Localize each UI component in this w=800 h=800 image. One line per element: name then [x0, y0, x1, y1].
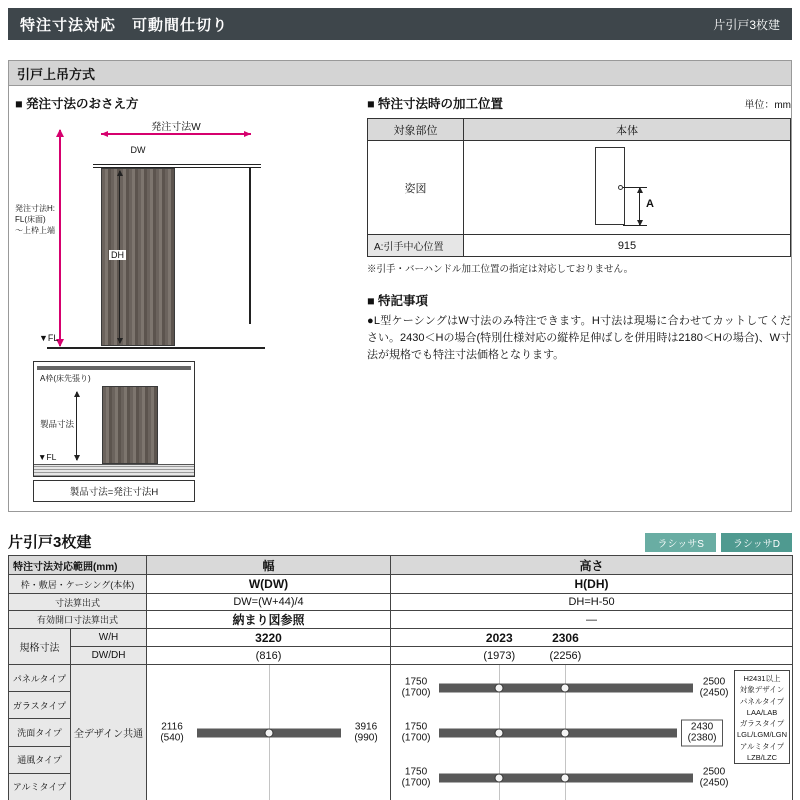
standard-size-dot — [264, 728, 273, 737]
dwdh-label: DW/DH — [71, 647, 147, 665]
section-content — [9, 86, 791, 511]
height-range-row — [391, 665, 792, 710]
order-dimension-diagram — [15, 118, 355, 351]
hanging-method-section — [8, 60, 792, 512]
spec-title: 片引戸3枚建 — [8, 534, 92, 551]
a-dim-label: A — [646, 197, 654, 210]
figure-cell — [464, 141, 791, 235]
opening-width: 納まり図参照 — [147, 611, 391, 629]
dw-label: DW — [130, 145, 146, 155]
formula-width: DW=(W+44)/4 — [147, 594, 391, 611]
dh-label: DH — [111, 250, 124, 260]
page-title: 特注寸法対応 可動間仕切り — [20, 16, 229, 34]
wh-label: W/H — [71, 629, 147, 647]
door-figure — [557, 145, 697, 231]
dwdh-height-1: (1973) — [483, 649, 516, 662]
height-min-label: 1750 (1700) — [401, 766, 431, 789]
product-dim-arrow — [76, 392, 77, 460]
wh-width-value: 3220 — [147, 629, 391, 647]
unit-label: 単位：mm — [744, 100, 791, 111]
dim-h-label: 発注寸法H: FL(床面) ～上枠上端 — [15, 204, 55, 235]
dim-tick — [623, 225, 647, 226]
standard-size-dot — [495, 728, 504, 737]
product-dimension-box — [33, 361, 195, 477]
handle-center-value: 915 — [464, 235, 791, 257]
design-type-cell: アルミタイプ — [9, 773, 71, 800]
col-header-body: 本体 — [464, 119, 791, 141]
a-dim-arrow — [639, 188, 640, 225]
h2431-design-note: H2431以上 対象デザイン パネルタイプ LAA/LAB ガラスタイプ LGL/LGM/LGN アルミタイプ LZB/LZC — [734, 670, 790, 764]
height-range-cell — [391, 665, 793, 800]
opening-row-label: 有効開口寸法算出式 — [9, 611, 147, 629]
design-type-cell: パネルタイプ — [9, 665, 71, 692]
product-dimension-caption: 製品寸法=発注寸法H — [33, 480, 195, 502]
height-range-row — [391, 710, 792, 755]
machining-note: ※引手・バーハンドル加工位置の指定は対応しておりません。 — [367, 264, 634, 275]
height-max-label: 2500 (2450) — [699, 676, 729, 699]
width-min-label: 2116 (540) — [160, 721, 184, 744]
dwdh-height-values — [391, 647, 793, 665]
standard-size-dot — [561, 773, 570, 782]
standard-size-dot — [495, 683, 504, 692]
dwdh-height-2: (2256) — [549, 649, 582, 662]
standard-size-dot — [561, 728, 570, 737]
handle-center-label: A:引手中心位置 — [368, 235, 464, 257]
frame-row-height: H(DH) — [391, 575, 793, 594]
section-title: 引戸上吊方式 — [9, 61, 791, 86]
width-range-diagram — [147, 665, 390, 800]
dim-tick — [623, 187, 647, 188]
wh-height-1: 2023 — [485, 630, 513, 645]
machining-column — [367, 94, 791, 364]
page-header — [8, 8, 792, 40]
a-frame-label: A枠(床先張り) — [40, 374, 91, 383]
door-panel — [102, 386, 158, 464]
figure-row-label: 姿図 — [368, 141, 464, 235]
badge-lasissa-d: ラシッサD — [721, 533, 792, 552]
height-range-bar — [439, 728, 677, 737]
height-range-diagram — [391, 665, 792, 800]
width-range-cell — [147, 665, 391, 800]
standard-size-label: 規格寸法 — [9, 629, 71, 665]
floor-level-label: ▼FL — [38, 452, 57, 462]
floor-line — [47, 347, 265, 349]
height-max-label: 2430 (2380) — [681, 719, 723, 746]
dim-h-arrow — [59, 130, 61, 346]
machining-table — [367, 118, 791, 257]
wh-height-2: 2306 — [552, 630, 579, 645]
design-type-cell: 洗面タイプ — [9, 719, 71, 746]
remarks-text: ●L型ケーシングはW寸法のみ特注できます。H寸法は現場に合わせてカットしてください。2430＜Hの場合(特別仕様対応の縦枠足伸ばしを併用時は2180＜Hの場合)、W寸法が規格でも特注寸法価格となります。 — [367, 315, 791, 362]
order-dimension-column — [15, 94, 363, 502]
spec-section-header — [8, 528, 792, 552]
height-range-row — [391, 755, 792, 800]
frame-edge-line — [249, 168, 251, 324]
common-design-cell: 全デザイン共通 — [71, 665, 147, 800]
a-frame-bar — [37, 366, 191, 370]
height-min-label: 1750 (1700) — [401, 721, 431, 744]
height-max-label: 2500 (2450) — [699, 766, 729, 789]
series-badges — [645, 533, 792, 552]
dim-w-label: 発注寸法W — [151, 122, 201, 133]
standard-size-dot — [495, 773, 504, 782]
col-header-part: 対象部位 — [368, 119, 464, 141]
spec-table — [8, 555, 793, 800]
header-width: 幅 — [147, 556, 391, 575]
header-range: 特注寸法対応範囲(mm) — [9, 556, 147, 575]
floor-level-label: ▼FL — [39, 333, 59, 343]
design-type-cell: ガラスタイプ — [9, 692, 71, 719]
height-min-label: 1750 (1700) — [401, 676, 431, 699]
floor-hatch — [34, 464, 194, 476]
badge-lasissa-s: ラシッサS — [645, 533, 715, 552]
standard-size-dot — [561, 683, 570, 692]
machining-heading: ■ 特注寸法時の加工位置 — [367, 97, 504, 111]
product-type-label: 片引戸3枚建 — [713, 17, 780, 32]
frame-row-label: 枠・敷居・ケーシング(本体) — [9, 575, 147, 594]
formula-row-label: 寸法算出式 — [9, 594, 147, 611]
opening-height: ― — [391, 611, 793, 629]
product-dim-label: 製品寸法 — [40, 419, 75, 429]
track-line — [93, 164, 261, 165]
dwdh-width-value: (816) — [147, 647, 391, 665]
formula-height: DH=H-50 — [391, 594, 793, 611]
product-dimension-diagram — [33, 361, 195, 502]
header-height: 高さ — [391, 556, 793, 575]
dim-w-arrow — [101, 133, 251, 135]
design-type-cell: 通風タイプ — [9, 746, 71, 773]
remarks-heading: ■ 特記事項 — [367, 294, 429, 308]
order-dimension-heading: ■ 発注寸法のおさえ方 — [15, 97, 139, 111]
wh-height-values — [391, 629, 793, 647]
frame-row-width: W(DW) — [147, 575, 391, 594]
width-max-label: 3916 (990) — [354, 721, 378, 744]
